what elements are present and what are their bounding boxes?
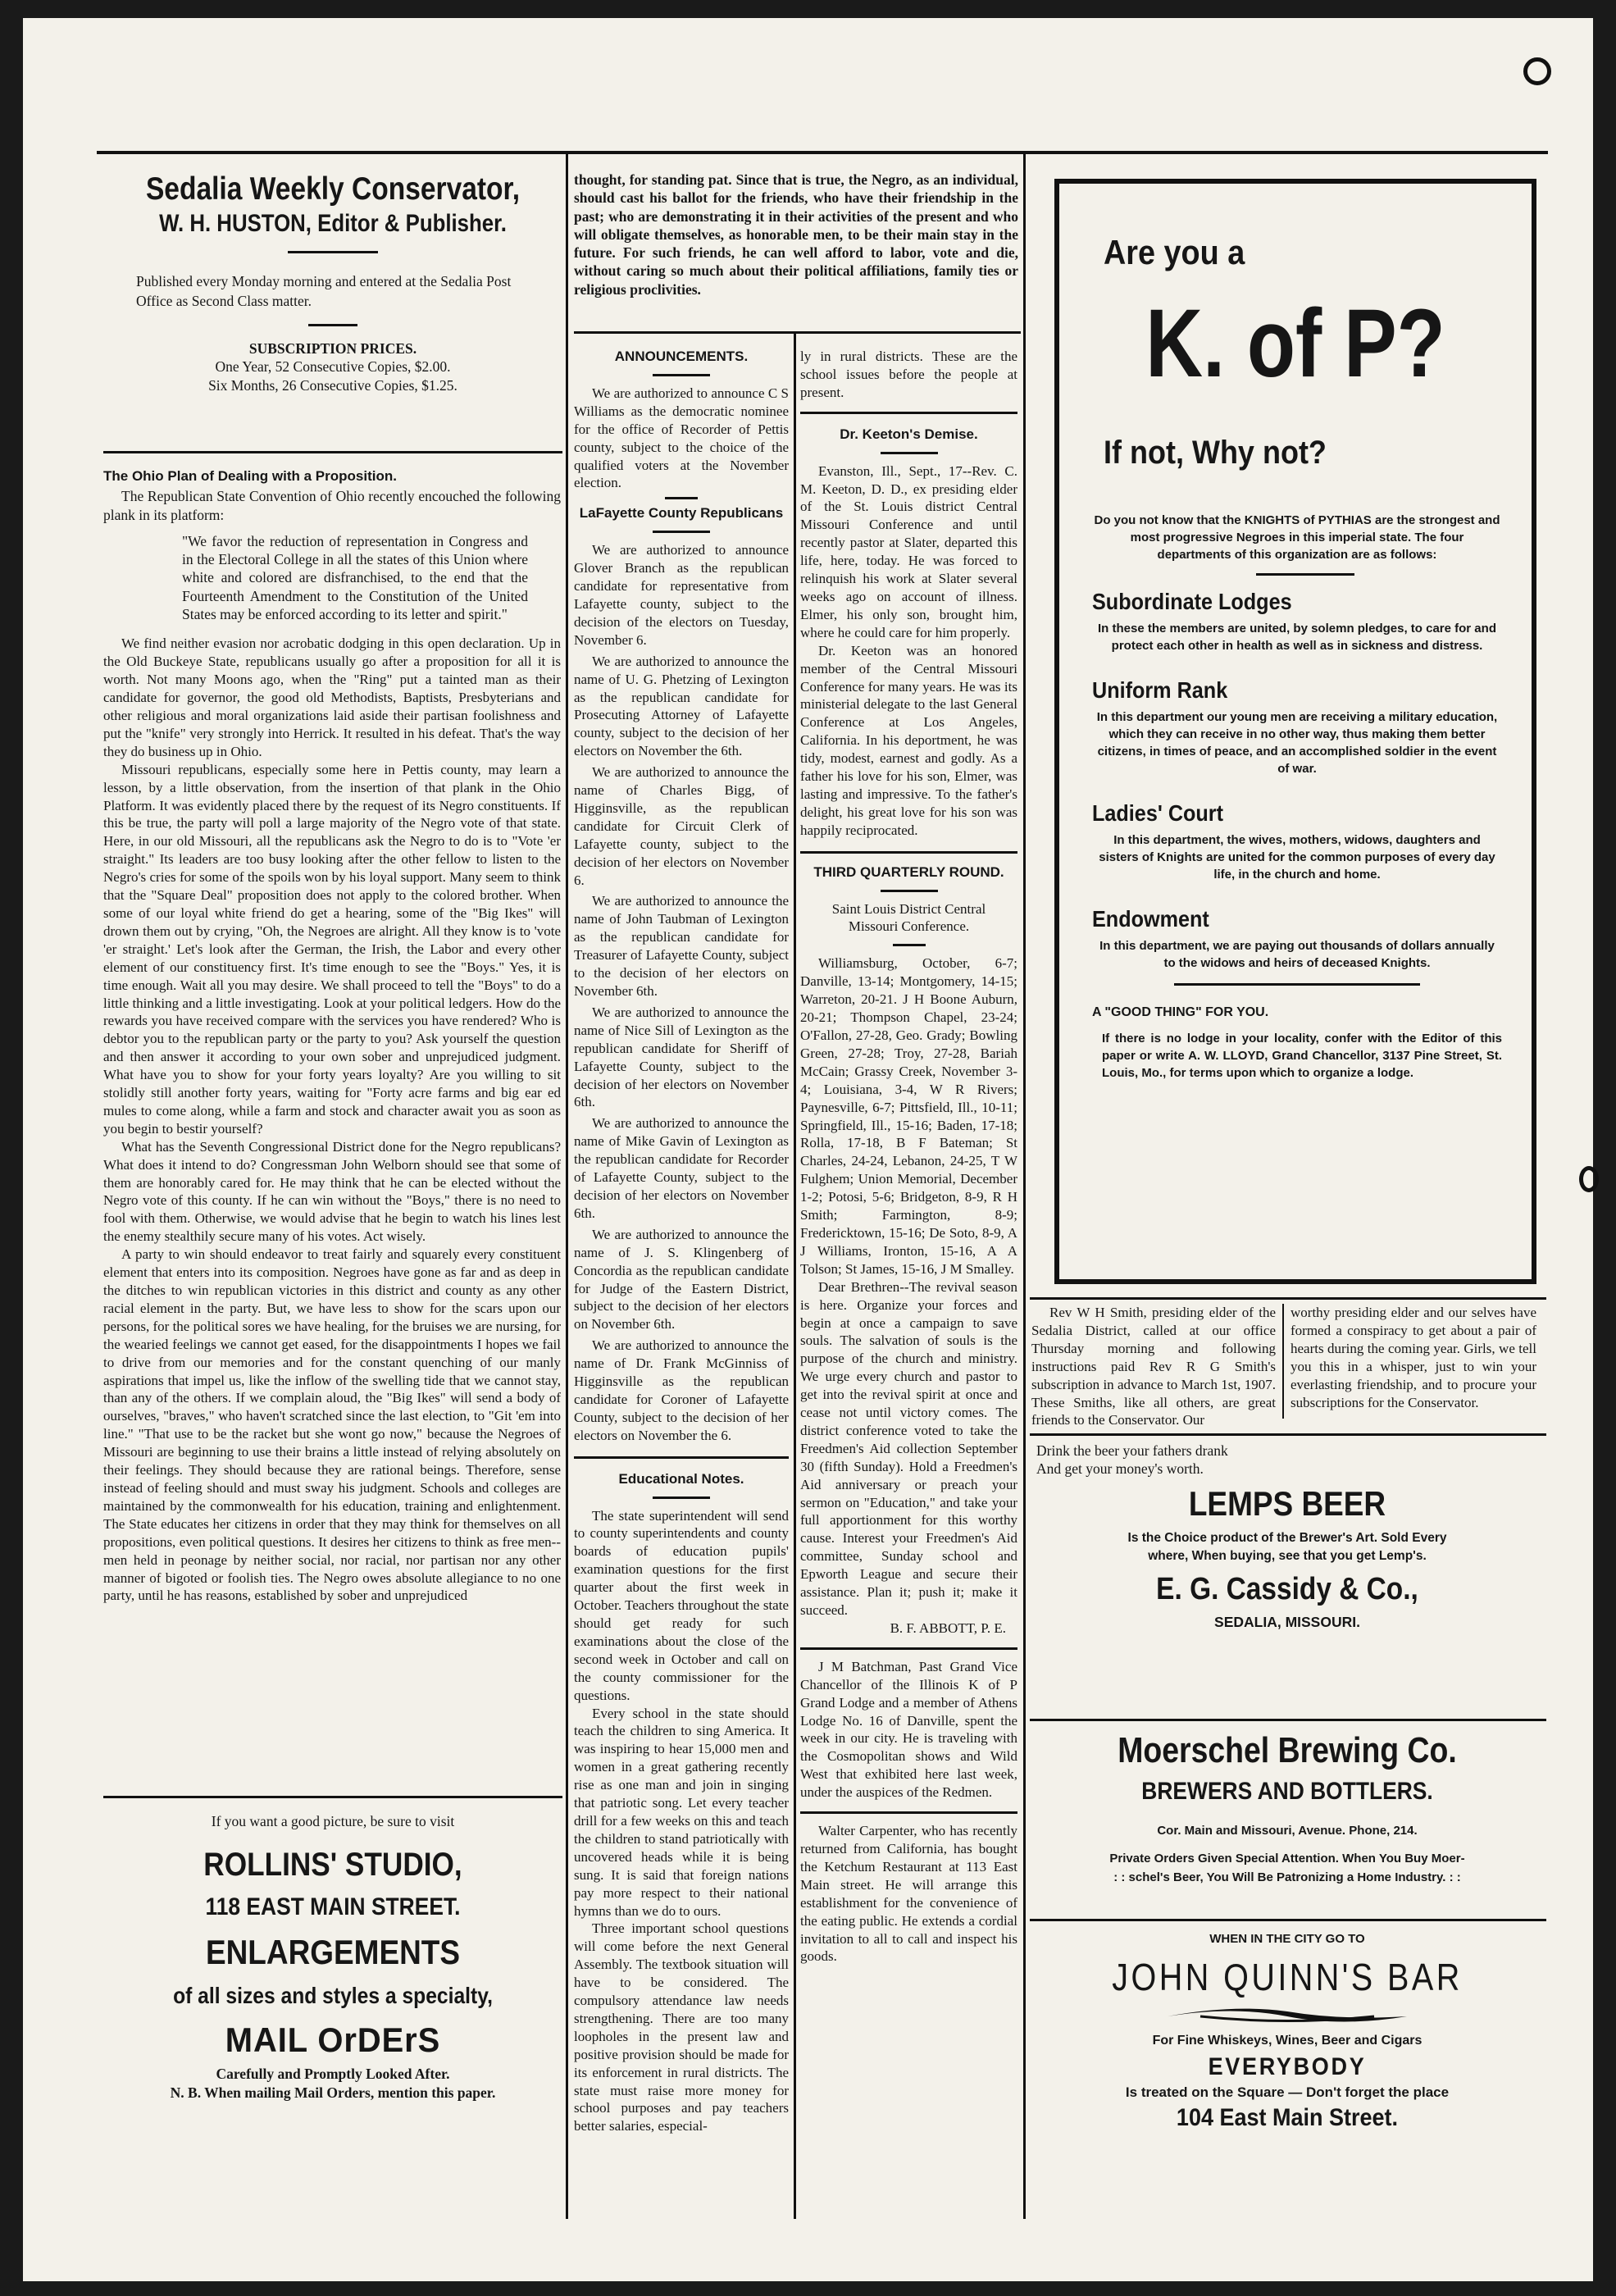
- lemps-text-2: where, When buying, see that you get Lemp's.: [1148, 1548, 1427, 1563]
- lafayette-title: LaFayette County Republicans: [579, 505, 784, 522]
- lafayette-8: We are authorized to announce the name of Dr. Frank McGinniss of Higginsville as the republican candidate for Coroner of Lafayette County, subject to the decision of her electors on November the 6.: [574, 1337, 789, 1443]
- masthead-editor: W. H. HUSTON, Editor & Publisher.: [159, 210, 507, 237]
- educational-2: Every school in the state should teach the children to sing America. It was inspiring to hear 15,000 men and women in a great gathering recently rise as one man and join in singing that patriotic song. Let every teacher drill for a few weeks on this and teach the children to stand patriotically with uncovered heads while it is being sung. It is said that foreign nations pay more respect to their national hymns than we do to ours.: [574, 1705, 789, 1919]
- educational-rule: [653, 1496, 710, 1499]
- keeton-title: Dr. Keeton's Demise.: [840, 426, 978, 442]
- ohio-bottom-rule: [103, 1796, 562, 1798]
- tqr-title: THIRD QUARTERLY ROUND.: [813, 863, 1004, 880]
- rollins-intro: If you want a good picture, be sure to visit: [211, 1813, 455, 1829]
- endowment-text: In this department, we are paying out thousands of dollars annually to the widows and heirs of deceased Knights.: [1099, 939, 1495, 970]
- tqr-rule: [881, 890, 938, 892]
- good-thing-title: A "GOOD THING" FOR YOU.: [1092, 1005, 1269, 1019]
- smith-divider: [1282, 1304, 1284, 1419]
- ohio-paragraph-3: What has the Seventh Congressional District done for the Negro republicans? What does it intend to do? Congressman John Welborn should see that some of them are honorably cared for. He may think that he can be elected without the Negro vote of this county. If he can win without the "Boys," there is no need to fool with them. Otherwise, we would advise that he begin to watch his lines lest the enemy stealthily secure many of his votes. Act wisely.: [103, 1138, 561, 1245]
- continuation-block: [574, 171, 1018, 298]
- tqr-sub-rule: [893, 944, 926, 946]
- quinn-ornament: [1036, 2006, 1538, 2027]
- kp-intro-rule: [1256, 573, 1354, 576]
- lafayette-7: We are authorized to announce the name of J. S. Klingenberg of Concordia as the republican candidate for Judge of the Eastern District, subject to the decision of her electors on November 6th.: [574, 1226, 789, 1332]
- continuation-rule: [574, 331, 1021, 334]
- lemps-ad: [1036, 1442, 1538, 1631]
- column-three: [800, 348, 1017, 2217]
- lemps-bottom-rule: [1030, 1719, 1546, 1721]
- lafayette-4: We are authorized to announce the name of John Taubman of Lexington as the republican candidate for Treasurer of Lafayette County, subject to the decision of her electors on November 6th.: [574, 893, 789, 999]
- smith-bottom-rule: [1030, 1433, 1546, 1436]
- ladies-title: Ladies' Court: [1092, 800, 1224, 826]
- keeton-paragraph-1: Evanston, Ill., Sept., 17--Rev. C. M. Keeton, D. D., ex presiding elder of the St. Louis district Central Missouri Conference and until recently pastor at Slater, departed this life, here, today. He was forced to relinquish his work at Slater several weeks ago on account of illness. Elmer, his only son, brought him, where he could care for him properly.: [800, 462, 1017, 640]
- quinn-for: For Fine Whiskeys, Wines, Beer and Cigars: [1152, 2034, 1423, 2048]
- quinn-intro: WHEN IN THE CITY GO TO: [1209, 1932, 1365, 1946]
- ohio-article: [103, 467, 561, 1788]
- masthead-title: Sedalia Weekly Conservator,: [145, 171, 521, 207]
- binding-mark-right: [1579, 1166, 1599, 1192]
- moerschel-address: Cor. Main and Missouri, Avenue. Phone, 214.: [1157, 1824, 1418, 1838]
- top-rule: [97, 151, 1548, 154]
- lafayette-3: We are authorized to announce the name of Charles Bigg, of Higginsville, as the republican candidate for Circuit Clerk of Lafayette county, subject to the decision of her electors on November 6.: [574, 764, 789, 888]
- keeton-paragraph-2: Dr. Keeton was an honored member of the Central Missouri Conference for many years. He was its ministerial delegate to the last General Conference at Los Angeles, California. In his deportment, he was tidy, modest, earnest and godly. As a father his love for his son, Elmer, was lasting and impressive. To the father's delight, his great love for his son was happily reciprocated.: [800, 642, 1017, 838]
- lemps-intro-1: Drink the beer your fathers drank: [1036, 1442, 1228, 1459]
- lemps-name: LEMPS BEER: [1188, 1483, 1386, 1523]
- keeton-rule: [881, 452, 938, 454]
- tqr-signature: B. F. ABBOTT, P. E.: [890, 1620, 1006, 1636]
- tqr-schedule: Williamsburg, October, 6-7; Danville, 13-14; Montgomery, 14-15; Warreton, 20-21. J H Boone Auburn, 20-21; Thompson Chapel, 23-24; O'Fallon, 27-28, Geo. Grady; Bowling Green, 27-28; Troy, 27-28, Bariah McCain; Grassy Creek, November 3-4; Louisiana, 3-4, W R Rivers; Paynesville, 6-7; Pittsfield, Ill., 10-11; Springfield, Ill., 15-16; Baden, 17-18; Rolla, 17-18, B F Bateman; St Charles, 24-24, Lebanon, 24-25, T W Fulghem; Union Memorial, December 1-2; Potosi, 5-6; Bridgeton, 8-9, R H Smith; Farmington, 8-9; Fredericktown, 15-16; De Soto, 8-9, A J Williams, Ironton, 15-16, A A Tolson; St James, 15-16, J M Smalley.: [800, 955, 1017, 1277]
- kp-why-not: If not, Why not?: [1104, 435, 1327, 471]
- mail-orders-title: MAIL OrDErS: [225, 2020, 441, 2060]
- mail-orders-note: N. B. When mailing Mail Orders, mention this paper.: [170, 2084, 496, 2101]
- subscription-six-months: Six Months, 26 Consecutive Copies, $1.25.: [208, 376, 457, 394]
- subscription-title: SUBSCRIPTION PRICES.: [248, 340, 417, 357]
- ohio-paragraph-4: A party to win should endeavor to treat fairly and squarely every constituent element that enters into its composition. Negroes have gone as far and as deep in the ditches to win republican victories in this district and county as any other racial element in the party. But, we have less to show for the scars upon our persons, for the political sores we have healing, for the bruises we are nursing, for the wearied feelings we cannot get eased, for the disappointments I hopes we fail to drive from our memories and for the constant quenching of our manly aspirations that impel us, like the inflow of the swelling tide that we cannot stay, than any of the others. If we complain aloud, the "Big Ikes" will send a body of ourselves, "braves," who haven't scratched since the last election, to "Git 'em into line." "That use to be the racket but she wont go now," because the Negroes of Missouri are beginning to use their brains a little instead of relying absolutely on their feelings. They should because they are rational beings. Therefore, sense instead of feeling should and must sway his judgment. Schools and colleges are maintained by the commonwealth for his education, training and enlightenment. The State educates her citizens in order that they may think for themselves on all propositions, even political questions. It desires her citizens to think as free men--men held in peonage by neither social, nor racial, nor partisan nor any other manner of bigoted or foolish ties. The Negro owes absolute allegiance to no one party, until he has reasons, established by sober and unprejudiced: [103, 1246, 561, 1604]
- kp-question: Are you a: [1104, 233, 1245, 271]
- binding-mark-top: [1523, 57, 1551, 85]
- column-divider-1: [566, 153, 568, 2219]
- masthead-block: [103, 171, 562, 394]
- enlargements-sub: of all sizes and styles a specialty,: [173, 1983, 493, 2009]
- lafayette-rule: [653, 531, 710, 533]
- quinn-treated: Is treated on the Square — Don't forget the place: [1125, 2084, 1450, 2100]
- masthead-bottom-rule: [103, 451, 562, 453]
- published-note: Published every Monday morning and entered at the Sedalia Post Office as Second Class matter.: [136, 273, 512, 309]
- continuation-text: thought, for standing pat. Since that is true, the Negro, as an individual, should cast his ballot for the friends, who have their friendship in the past; who are demonstrating it in their activities of the present and who will obligate themselves, as honorable men, to be their main stay in the future. For such friends, he can well afford to labor, vote and die, without caring so much about their political affiliations, family ties or religious proclivities.: [574, 171, 1018, 298]
- quinn-name: JOHN QUINN'S BAR: [1112, 1956, 1463, 1999]
- subordinate-title: Subordinate Lodges: [1092, 589, 1292, 614]
- quinn-everybody: EVERYBODY: [1208, 2052, 1367, 2080]
- smith-note: [1031, 1304, 1540, 1427]
- educational-title: Educational Notes.: [618, 1470, 744, 1487]
- kp-body: [1092, 512, 1502, 1082]
- subscription-one-year: One Year, 52 Consecutive Copies, $2.00.: [215, 358, 451, 376]
- lafayette-5: We are authorized to announce the name of Nice Sill of Lexington as the republican candidate for Sheriff of Lafayette County, subject to the decision of her electors on November 6th.: [574, 1004, 789, 1110]
- educational-1: The state superintendent will send to county superintendents and county boards of education pupils' examination questions for the first quarter about the first week in October. Teachers throughout the state should get ready for such examinations about the close of the second week in October and call on the county commissioner for the questions.: [574, 1507, 789, 1703]
- tqr-subtitle: Saint Louis District Central Missouri Conference.: [831, 900, 986, 935]
- lafayette-1: We are authorized to announce Glover Branch as the republican candidate for representative from Lafayette county, subject to the decision of the electors on Tuesday, November 6.: [574, 542, 789, 648]
- moerschel-name: Moerschel Brewing Co.: [1118, 1730, 1457, 1770]
- subordinate-text: In these the members are united, by solemn pledges, to care for and protect each other in health as well as in sickness and distress.: [1098, 622, 1496, 653]
- tqr-rule-top: [800, 851, 1017, 854]
- cassidy-city: SEDALIA, MISSOURI.: [1214, 1614, 1360, 1631]
- uniform-title: Uniform Rank: [1092, 677, 1228, 703]
- lafayette-2: We are authorized to announce the name of U. G. Phetzing of Lexington as the republican candidate for Prosecuting Attorney of Lafayette county, subject to the decision of her electors on November the 6th.: [574, 653, 789, 759]
- kp-ad: [1054, 179, 1536, 1284]
- batchman-rule: [800, 1647, 1017, 1650]
- quinn-address: 104 East Main Street.: [1176, 2103, 1399, 2131]
- smith-text-a: Rev W H Smith, presiding elder of the Sedalia District, called at our office Thursday morning and following instructions paid Rev R G Smith's subscription in advance to March 1st, 1907. These Smiths, like all others, are great friends to the Conservator. Our: [1031, 1305, 1276, 1428]
- kp-intro: Do you not know that the KNIGHTS of PYTHIAS are the strongest and most progressive Negroes in this imperial state. The four departments of this organization are as follows:: [1094, 513, 1500, 562]
- tqr-letter: Dear Brethren--The revival season is here. Organize your forces and begin at once a campaign to save souls. The salvation of souls is the purpose of the church and ministry. We urge every church and pastor to get into the revival spirit at once and cease not until victory comes. The district conference voted to take the Freedmen's Aid collection September 30 (fifth Sunday). Hold a Freedmen's Aid anniversary or preach your sermon on "Education," and take your full apportionment for this worthy cause. Interest your Freedmen's Aid committee, Sunday school and Epworth League and secure their assistance. Plan it; push it; make it succeed.: [800, 1278, 1017, 1618]
- keeton-rule-top: [800, 412, 1017, 414]
- endowment-title: Endowment: [1092, 906, 1209, 932]
- mail-orders-care: Carefully and Promptly Looked After.: [216, 2066, 450, 2083]
- ohio-intro: The Republican State Convention of Ohio recently encouched the following plank in its platform:: [103, 488, 561, 523]
- column-divider-3: [1023, 153, 1026, 2219]
- moerschel-bottom-rule: [1030, 1919, 1546, 1921]
- column-divider-2: [794, 331, 796, 2219]
- masthead-rule: [288, 251, 378, 253]
- announcements-column: [574, 348, 789, 2217]
- moerschel-private-1: Private Orders Given Special Attention. When You Buy Moer-: [1109, 1852, 1465, 1866]
- ohio-paragraph-1: We find neither evasion nor acrobatic dodging in this open declaration. Up in the Old Buckeye State, republicans usually go after a proposition for all it is worth. Not many Moons ago, when the "Ring" put a tainted man as their candidate for governor, the good old Methodists, Baptists, Presbyterians and other religious and moral organizations laid aside their partisan foolishness and put the "knife" very strongly into Herrick. It resulted in his defeat. That's the way they do business up in Ohio.: [103, 636, 561, 759]
- smith-text-b: worthy presiding elder and our selves have formed a conspiracy to get about a pair of hearts during the coming year. Girls, we tell you this in a whisper, just to win your everlasting friendship, and to procure your subscriptions for the Conservator.: [1291, 1305, 1536, 1410]
- walter-note: Walter Carpenter, who has recently returned from California, has bought the Ketchum Restaurant at 113 East Main street. He will arrange this establishment for the convenience of the eating public. He extends a cordial invitation to all to call and inspect his goods.: [800, 1823, 1017, 1965]
- lafayette-6: We are authorized to announce the name of Mike Gavin of Lexington as the republican candidate for Recorder of Lafayette County, subject to the decision of her electors on November 6th.: [574, 1115, 789, 1221]
- cassidy-name: E. G. Cassidy & Co.,: [1156, 1572, 1418, 1607]
- walter-rule: [800, 1811, 1017, 1814]
- batchman-note: J M Batchman, Past Grand Vice Chancellor of the Illinois K of P Grand Lodge and a member of Athens Lodge No. 16 of Danville, spent the week in our city. He is traveling with the Cosmopolitan shows and Wild West that exhibited here last week, under the auspices of the Redmen.: [800, 1658, 1017, 1801]
- ohio-title: The Ohio Plan of Dealing with a Proposition.: [103, 468, 397, 484]
- lemps-text-1: Is the Choice product of the Brewer's Art. Sold Every: [1127, 1530, 1447, 1545]
- educational-3: Three important school questions will come before the next General Assembly. The textbook situation will have to be considered. The compulsory attendance law needs strengthening. There are too many loopholes in the present law and positive provision should be made for its enforcement in rural districts. The state must raise more money for school purposes and pay teachers better salaries, especial-: [574, 1920, 789, 2134]
- lemps-intro-2: And get your money's worth.: [1036, 1460, 1204, 1478]
- ohio-paragraph-2: Missouri republicans, especially some here in Pettis county, may learn a lesson, by a little observation, from the insertion of that plank in the Ohio Platform. It was evidently placed there by the request of its Negro constituents. If this be true, the party will poll a large majority of the Negro vote of that state. Here, in our old Missouri, all the republicans ask the Negro to do is to "Vote 'er straight." Its leaders are too busy looking after the other fellow to listen to the Negro's cries for some of the spoils won by his loyal support. Many seem to think that the "Square Deal" proposition does not apply to the colored brother. When some of our loyal white friend do get a hearing, some of the "Big Ikes" will drown them out by crying, "Oh, the Negroes are alright. All they know is to 'vote 'er straight.' Let's look after the German, the Irish, the Labor and every other element of our constituency first. It's time enough to see the "Boys." Yes, it is time enough. Wait all you may desire. We shall proceed to tell the "Boys" to do a little thinking and a little investigating. Look at your political ledgers. How do the rewards you have received compare with the services you have rendered? Who is debtor you to the republican party or the party to you? Ask yourself the question and then answer it according to your own sober and unprejudiced judgment. What have you to show for your forty years loyalty? Are you willing to sit stolidly still another forty years, waiting for "Forty acre farms and big ear ed mules to come along, while a farm and stock and character await you as soon as you begin to bestir yourself?: [103, 761, 561, 1137]
- ladies-text: In this department, the wives, mothers, widows, daughters and sisters of Knights are united for the common purposes of every day life, in the church and home.: [1099, 833, 1495, 882]
- kp-bottom-rule: [1030, 1297, 1546, 1300]
- moerschel-ad: [1036, 1727, 1538, 1887]
- rollins-address: 118 EAST MAIN STREET.: [205, 1893, 461, 1921]
- announcements-rule: [653, 374, 710, 376]
- announcement-1: We are authorized to announce C S Williams as the democratic nominee for the office of Recorder of Pettis county, subject to the choice of the qualified voters at the November election.: [574, 385, 789, 491]
- ohio-quote: "We favor the reduction of representation in Congress and in the Electoral College in all the states of this Union where white and colored are disfranchised, to the end that the Fourteenth Amendment to the Constitution of the United States may be enforced according to its letter and spirit.": [182, 532, 528, 623]
- good-thing-text: If there is no lodge in your locality, confer with the Editor of this paper or write A. W. LLOYD, Grand Chancellor, 3137 Pine Street, St. Louis, Mo., for terms upon which to organize a lodge.: [1102, 1032, 1502, 1081]
- moerschel-sub: BREWERS AND BOTTLERS.: [1141, 1778, 1433, 1805]
- published-rule: [308, 324, 357, 326]
- enlargements-title: ENLARGEMENTS: [205, 1933, 461, 1972]
- rollins-ad: [103, 1812, 562, 2102]
- educational-rule-top: [574, 1456, 789, 1459]
- column-three-continuation: ly in rural districts. These are the school issues before the people at present.: [800, 348, 1017, 400]
- announcements-title: ANNOUNCEMENTS.: [614, 348, 749, 364]
- kp-big-title: K. of P?: [1145, 289, 1445, 398]
- endowment-rule: [1174, 983, 1420, 986]
- moerschel-private-2: : : schel's Beer, You Will Be Patronizing a Home Industry. : :: [1113, 1870, 1461, 1884]
- newspaper-page: [23, 18, 1593, 2281]
- lafayette-rule-top: [665, 497, 698, 499]
- rollins-name: ROLLINS' STUDIO,: [203, 1847, 462, 1884]
- quinn-ad: [1036, 1930, 1538, 2134]
- uniform-text: In this department our young men are receiving a military education, which they can receive in no other way, thus making them better citizens, in times of peace, and an accomplished soldier in the event of war.: [1096, 710, 1498, 776]
